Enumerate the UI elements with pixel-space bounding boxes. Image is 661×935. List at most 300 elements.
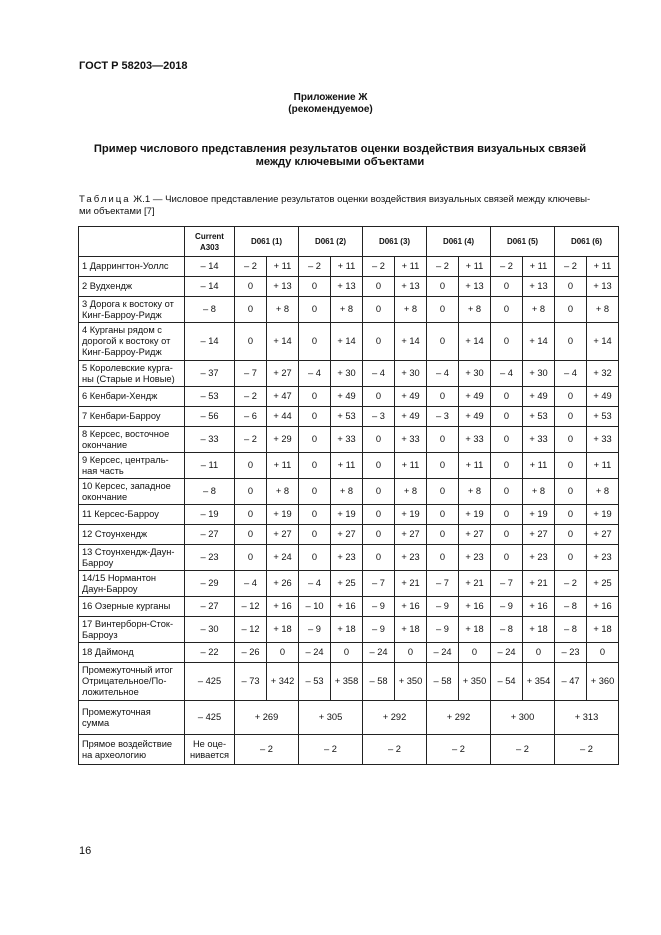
positive-value-cell: + 23	[523, 545, 555, 571]
row-name-line: окончание	[82, 491, 128, 502]
positive-value-cell: + 8	[459, 479, 491, 505]
positive-value-cell: + 14	[459, 323, 491, 361]
row-name-line: 4 Курганы рядом с	[82, 325, 162, 335]
positive-value-cell: + 11	[395, 453, 427, 479]
positive-value-cell: + 18	[395, 617, 427, 643]
current-a303-line: нивается	[189, 749, 230, 760]
positive-value-cell: + 18	[523, 617, 555, 643]
row-name-line: сумма	[82, 717, 110, 728]
merged-value-cell: – 2	[235, 735, 299, 765]
positive-value-cell: + 19	[459, 505, 491, 525]
positive-value-cell: + 26	[267, 571, 299, 597]
row-name-line: Кинг-Барроу-Ридж	[82, 309, 162, 320]
table-row	[79, 545, 619, 571]
caption-line1: Ж.1 — Числовое представление результатов оценки воздействия визуальных связей между ключевы-	[130, 194, 591, 205]
current-a303-cell: – 14	[185, 257, 235, 277]
row-name	[79, 323, 185, 361]
positive-value-cell: + 49	[459, 407, 491, 427]
negative-value-cell: – 2	[235, 387, 267, 407]
row-name	[79, 277, 185, 297]
merged-value-cell: + 292	[363, 701, 427, 735]
positive-value-cell: + 27	[267, 525, 299, 545]
table-header-row	[79, 227, 619, 257]
positive-value-cell: + 27	[331, 525, 363, 545]
row-name-line: 8 Керсес, восточное	[82, 428, 170, 439]
row-name-line: 17 Винтерборн-Сток-	[82, 618, 174, 629]
row-name	[79, 701, 185, 735]
positive-value-cell: 0	[523, 643, 555, 663]
row-name	[79, 663, 185, 701]
positive-value-cell: + 32	[587, 361, 619, 387]
negative-value-cell: – 23	[555, 643, 587, 663]
current-a303-cell: – 425	[185, 701, 235, 735]
negative-value-cell: 0	[555, 277, 587, 297]
negative-value-cell: – 2	[491, 257, 523, 277]
positive-value-cell: + 25	[331, 571, 363, 597]
negative-value-cell: 0	[363, 525, 395, 545]
negative-value-cell: 0	[491, 545, 523, 571]
positive-value-cell: + 27	[587, 525, 619, 545]
positive-value-cell: + 350	[395, 663, 427, 701]
positive-value-cell: + 53	[587, 407, 619, 427]
negative-value-cell: 0	[555, 505, 587, 525]
row-name	[79, 505, 185, 525]
negative-value-cell: 0	[491, 453, 523, 479]
negative-value-cell: 0	[491, 525, 523, 545]
row-name	[79, 407, 185, 427]
row-name	[79, 643, 185, 663]
current-a303-cell: – 14	[185, 277, 235, 297]
negative-value-cell: 0	[363, 505, 395, 525]
negative-value-cell: – 2	[235, 427, 267, 453]
positive-value-cell: + 354	[523, 663, 555, 701]
positive-value-cell: + 8	[459, 297, 491, 323]
header-d061-2: D061 (2)	[299, 227, 363, 257]
row-name-line: 7 Кенбари-Барроу	[82, 411, 161, 421]
negative-value-cell: 0	[555, 545, 587, 571]
negative-value-cell: 0	[299, 479, 331, 505]
row-name-line: Кинг-Барроу-Ридж	[82, 347, 162, 357]
current-a303-cell: – 22	[185, 643, 235, 663]
table-row	[79, 323, 619, 361]
current-a303-cell: – 425	[185, 663, 235, 701]
page-number: 16	[79, 845, 92, 857]
current-a303-cell: – 37	[185, 361, 235, 387]
current-a303-cell: – 27	[185, 525, 235, 545]
positive-value-cell: + 16	[267, 597, 299, 617]
current-a303-cell: – 30	[185, 617, 235, 643]
positive-value-cell: + 23	[331, 545, 363, 571]
positive-value-cell: + 16	[395, 597, 427, 617]
positive-value-cell: + 33	[523, 427, 555, 453]
merged-value-cell: – 2	[299, 735, 363, 765]
positive-value-cell: 0	[459, 643, 491, 663]
appendix-heading	[0, 92, 661, 116]
table-row	[79, 407, 619, 427]
negative-value-cell: 0	[299, 407, 331, 427]
negative-value-cell: 0	[235, 505, 267, 525]
positive-value-cell: + 23	[459, 545, 491, 571]
positive-value-cell: + 8	[331, 479, 363, 505]
negative-value-cell: – 9	[491, 597, 523, 617]
negative-value-cell: 0	[363, 545, 395, 571]
negative-value-cell: 0	[491, 479, 523, 505]
negative-value-cell: 0	[299, 387, 331, 407]
appendix-subtitle: (рекомендуемое)	[288, 104, 373, 115]
table-row	[79, 479, 619, 505]
negative-value-cell: – 9	[363, 597, 395, 617]
current-a303-cell: – 56	[185, 407, 235, 427]
positive-value-cell: + 30	[331, 361, 363, 387]
positive-value-cell: + 19	[587, 505, 619, 525]
row-name	[79, 427, 185, 453]
negative-value-cell: – 2	[427, 257, 459, 277]
negative-value-cell: 0	[299, 277, 331, 297]
positive-value-cell: + 23	[587, 545, 619, 571]
table-row	[79, 427, 619, 453]
positive-value-cell: + 30	[523, 361, 555, 387]
positive-value-cell: + 30	[459, 361, 491, 387]
negative-value-cell: – 4	[235, 571, 267, 597]
table-row	[79, 277, 619, 297]
positive-value-cell: + 19	[267, 505, 299, 525]
positive-value-cell: + 27	[523, 525, 555, 545]
negative-value-cell: 0	[427, 297, 459, 323]
row-name-line: 13 Стоунхендж-Даун-	[82, 546, 175, 557]
positive-value-cell: + 13	[459, 277, 491, 297]
negative-value-cell: 0	[363, 277, 395, 297]
positive-value-cell: + 23	[395, 545, 427, 571]
current-a303-cell: – 29	[185, 571, 235, 597]
positive-value-cell: + 30	[395, 361, 427, 387]
main-title-line2: между ключевыми объектами	[255, 156, 425, 168]
current-a303-cell: – 14	[185, 323, 235, 361]
positive-value-cell: + 18	[587, 617, 619, 643]
positive-value-cell: + 14	[267, 323, 299, 361]
header-corner	[79, 227, 185, 257]
positive-value-cell: + 11	[395, 257, 427, 277]
positive-value-cell: + 21	[523, 571, 555, 597]
negative-value-cell: – 4	[299, 571, 331, 597]
positive-value-cell: + 8	[523, 297, 555, 323]
negative-value-cell: – 4	[427, 361, 459, 387]
negative-value-cell: – 2	[235, 257, 267, 277]
negative-value-cell: 0	[555, 525, 587, 545]
positive-value-cell: + 11	[459, 453, 491, 479]
positive-value-cell: 0	[395, 643, 427, 663]
row-name-line: 14/15 Нормантон	[82, 572, 157, 583]
positive-value-cell: + 53	[331, 407, 363, 427]
positive-value-cell: + 14	[587, 323, 619, 361]
positive-value-cell: + 13	[395, 277, 427, 297]
header-d061-3: D061 (3)	[363, 227, 427, 257]
row-name-line: 10 Керсес, западное	[82, 480, 171, 491]
positive-value-cell: + 25	[587, 571, 619, 597]
negative-value-cell: 0	[427, 525, 459, 545]
positive-value-cell: + 18	[267, 617, 299, 643]
table-row	[79, 643, 619, 663]
negative-value-cell: 0	[235, 453, 267, 479]
table-row	[79, 663, 619, 701]
merged-value-cell: – 2	[363, 735, 427, 765]
negative-value-cell: – 9	[299, 617, 331, 643]
negative-value-cell: – 26	[235, 643, 267, 663]
current-a303-cell	[185, 735, 235, 765]
negative-value-cell: – 58	[427, 663, 459, 701]
merged-value-cell: + 305	[299, 701, 363, 735]
positive-value-cell: + 19	[331, 505, 363, 525]
negative-value-cell: 0	[491, 387, 523, 407]
row-name-line: ложительное	[82, 687, 139, 697]
positive-value-cell: + 16	[331, 597, 363, 617]
negative-value-cell: 0	[491, 505, 523, 525]
positive-value-cell: + 33	[587, 427, 619, 453]
negative-value-cell: – 9	[427, 597, 459, 617]
positive-value-cell: + 18	[459, 617, 491, 643]
negative-value-cell: 0	[363, 427, 395, 453]
table-body	[79, 257, 619, 765]
positive-value-cell: + 8	[267, 297, 299, 323]
positive-value-cell: + 11	[523, 257, 555, 277]
positive-value-cell: + 21	[459, 571, 491, 597]
negative-value-cell: – 2	[299, 257, 331, 277]
row-name	[79, 597, 185, 617]
merged-value-cell: + 313	[555, 701, 619, 735]
positive-value-cell: + 8	[331, 297, 363, 323]
positive-value-cell: + 8	[587, 297, 619, 323]
row-name	[79, 387, 185, 407]
negative-value-cell: 0	[555, 407, 587, 427]
positive-value-cell: + 350	[459, 663, 491, 701]
positive-value-cell: + 8	[395, 479, 427, 505]
current-a303-line: Не оце-	[192, 738, 227, 749]
row-name-line: 6 Кенбари-Хендж	[82, 391, 158, 401]
positive-value-cell: + 29	[267, 427, 299, 453]
positive-value-cell: + 342	[267, 663, 299, 701]
positive-value-cell: + 11	[331, 453, 363, 479]
current-a303-cell: – 27	[185, 597, 235, 617]
positive-value-cell: + 14	[331, 323, 363, 361]
row-name-line: 1 Даррингтон-Уоллс	[82, 261, 169, 271]
negative-value-cell: – 24	[363, 643, 395, 663]
row-name-line: 11 Керсес-Барроу	[82, 509, 159, 519]
current-a303-cell: – 53	[185, 387, 235, 407]
caption-prefix: Таблица	[79, 194, 131, 205]
row-name	[79, 361, 185, 387]
positive-value-cell: 0	[587, 643, 619, 663]
positive-value-cell: + 24	[267, 545, 299, 571]
table-row	[79, 387, 619, 407]
row-name-line: Прямое воздействие	[82, 738, 173, 749]
negative-value-cell: 0	[299, 453, 331, 479]
positive-value-cell: + 13	[587, 277, 619, 297]
negative-value-cell: – 24	[427, 643, 459, 663]
negative-value-cell: 0	[235, 277, 267, 297]
positive-value-cell: + 11	[267, 257, 299, 277]
row-name-line: 3 Дорога к востоку от	[82, 298, 174, 309]
positive-value-cell: + 49	[459, 387, 491, 407]
positive-value-cell: + 360	[587, 663, 619, 701]
negative-value-cell: – 4	[363, 361, 395, 387]
positive-value-cell: + 16	[459, 597, 491, 617]
negative-value-cell: 0	[235, 479, 267, 505]
negative-value-cell: 0	[235, 545, 267, 571]
row-name	[79, 525, 185, 545]
negative-value-cell: 0	[427, 545, 459, 571]
caption-line2: ми объектами [7]	[79, 206, 155, 217]
current-a303-cell: – 19	[185, 505, 235, 525]
negative-value-cell: – 7	[235, 361, 267, 387]
main-title-line1: Пример числового представления результатов оценки воздействия визуальных связей	[93, 143, 587, 155]
merged-value-cell: + 292	[427, 701, 491, 735]
negative-value-cell: – 54	[491, 663, 523, 701]
table-caption	[79, 194, 619, 218]
negative-value-cell: – 4	[299, 361, 331, 387]
negative-value-cell: 0	[491, 277, 523, 297]
row-name-line: дорогой к востоку от	[82, 336, 171, 346]
row-name	[79, 571, 185, 597]
negative-value-cell: 0	[555, 297, 587, 323]
negative-value-cell: 0	[363, 479, 395, 505]
negative-value-cell: – 8	[555, 617, 587, 643]
negative-value-cell: 0	[555, 453, 587, 479]
row-name	[79, 257, 185, 277]
positive-value-cell: + 8	[587, 479, 619, 505]
negative-value-cell: 0	[363, 387, 395, 407]
negative-value-cell: 0	[363, 323, 395, 361]
negative-value-cell: 0	[427, 387, 459, 407]
header-current	[185, 227, 235, 257]
positive-value-cell: + 16	[523, 597, 555, 617]
positive-value-cell: + 19	[395, 505, 427, 525]
header-d061-4: D061 (4)	[427, 227, 491, 257]
negative-value-cell: 0	[299, 505, 331, 525]
row-name-line: ны (Старые и Новые)	[82, 373, 175, 384]
positive-value-cell: + 358	[331, 663, 363, 701]
row-name-line: Барроу	[82, 557, 114, 568]
current-a303-cell: – 11	[185, 453, 235, 479]
negative-value-cell: – 73	[235, 663, 267, 701]
negative-value-cell: 0	[491, 323, 523, 361]
positive-value-cell: + 49	[395, 387, 427, 407]
row-name-line: 18 Даймонд	[82, 647, 134, 657]
row-name-line: 9 Керсес, централь-	[82, 454, 169, 465]
negative-value-cell: – 8	[491, 617, 523, 643]
row-name-line: окончание	[82, 439, 128, 450]
positive-value-cell: + 16	[587, 597, 619, 617]
positive-value-cell: + 11	[587, 453, 619, 479]
positive-value-cell: + 49	[395, 407, 427, 427]
table-row	[79, 505, 619, 525]
positive-value-cell: + 11	[267, 453, 299, 479]
row-name-line: Отрицательное/По-	[82, 676, 167, 686]
merged-value-cell: + 300	[491, 701, 555, 735]
merged-value-cell: – 2	[555, 735, 619, 765]
row-name-line: Промежуточная	[82, 706, 151, 717]
negative-value-cell: – 7	[363, 571, 395, 597]
merged-value-cell: – 2	[491, 735, 555, 765]
positive-value-cell: + 13	[331, 277, 363, 297]
positive-value-cell: + 27	[267, 361, 299, 387]
negative-value-cell: – 7	[427, 571, 459, 597]
header-d061-1: D061 (1)	[235, 227, 299, 257]
negative-value-cell: 0	[427, 427, 459, 453]
positive-value-cell: + 44	[267, 407, 299, 427]
header-current-line1: Current	[195, 231, 224, 241]
negative-value-cell: 0	[555, 479, 587, 505]
main-title	[60, 143, 620, 169]
negative-value-cell: – 3	[363, 407, 395, 427]
negative-value-cell: – 2	[363, 257, 395, 277]
positive-value-cell: + 27	[395, 525, 427, 545]
negative-value-cell: 0	[235, 323, 267, 361]
negative-value-cell: – 12	[235, 617, 267, 643]
negative-value-cell: – 9	[363, 617, 395, 643]
current-a303-cell: – 23	[185, 545, 235, 571]
row-name-line: Барроуз	[82, 629, 118, 640]
negative-value-cell: 0	[299, 545, 331, 571]
table-row	[79, 597, 619, 617]
negative-value-cell: – 12	[235, 597, 267, 617]
negative-value-cell: – 58	[363, 663, 395, 701]
row-name	[79, 617, 185, 643]
row-name	[79, 479, 185, 505]
positive-value-cell: + 47	[267, 387, 299, 407]
table-row	[79, 297, 619, 323]
positive-value-cell: + 33	[395, 427, 427, 453]
positive-value-cell: 0	[331, 643, 363, 663]
positive-value-cell: + 8	[267, 479, 299, 505]
positive-value-cell: + 18	[331, 617, 363, 643]
positive-value-cell: + 11	[459, 257, 491, 277]
standard-number: ГОСТ Р 58203—2018	[79, 60, 188, 72]
negative-value-cell: – 4	[555, 361, 587, 387]
positive-value-cell: + 11	[331, 257, 363, 277]
negative-value-cell: 0	[299, 297, 331, 323]
positive-value-cell: + 33	[331, 427, 363, 453]
negative-value-cell: – 53	[299, 663, 331, 701]
positive-value-cell: + 53	[523, 407, 555, 427]
negative-value-cell: 0	[363, 453, 395, 479]
negative-value-cell: 0	[427, 323, 459, 361]
positive-value-cell: + 33	[459, 427, 491, 453]
positive-value-cell: + 14	[523, 323, 555, 361]
table-row	[79, 571, 619, 597]
table-row	[79, 453, 619, 479]
table-row	[79, 701, 619, 735]
negative-value-cell: 0	[299, 427, 331, 453]
negative-value-cell: – 7	[491, 571, 523, 597]
negative-value-cell: 0	[555, 323, 587, 361]
row-name-line: ная часть	[82, 465, 124, 476]
negative-value-cell: 0	[299, 323, 331, 361]
negative-value-cell: – 2	[555, 257, 587, 277]
negative-value-cell: 0	[427, 479, 459, 505]
negative-value-cell: 0	[491, 427, 523, 453]
appendix-title: Приложение Ж	[293, 92, 368, 103]
table-row	[79, 735, 619, 765]
positive-value-cell: + 11	[523, 453, 555, 479]
row-name	[79, 735, 185, 765]
row-name	[79, 453, 185, 479]
header-current-line2: A303	[199, 242, 220, 252]
negative-value-cell: – 24	[299, 643, 331, 663]
positive-value-cell: + 8	[395, 297, 427, 323]
row-name-line: 12 Стоунхендж	[82, 529, 148, 539]
negative-value-cell: – 3	[427, 407, 459, 427]
row-name-line: 2 Вудхендж	[82, 281, 133, 291]
table-row	[79, 361, 619, 387]
